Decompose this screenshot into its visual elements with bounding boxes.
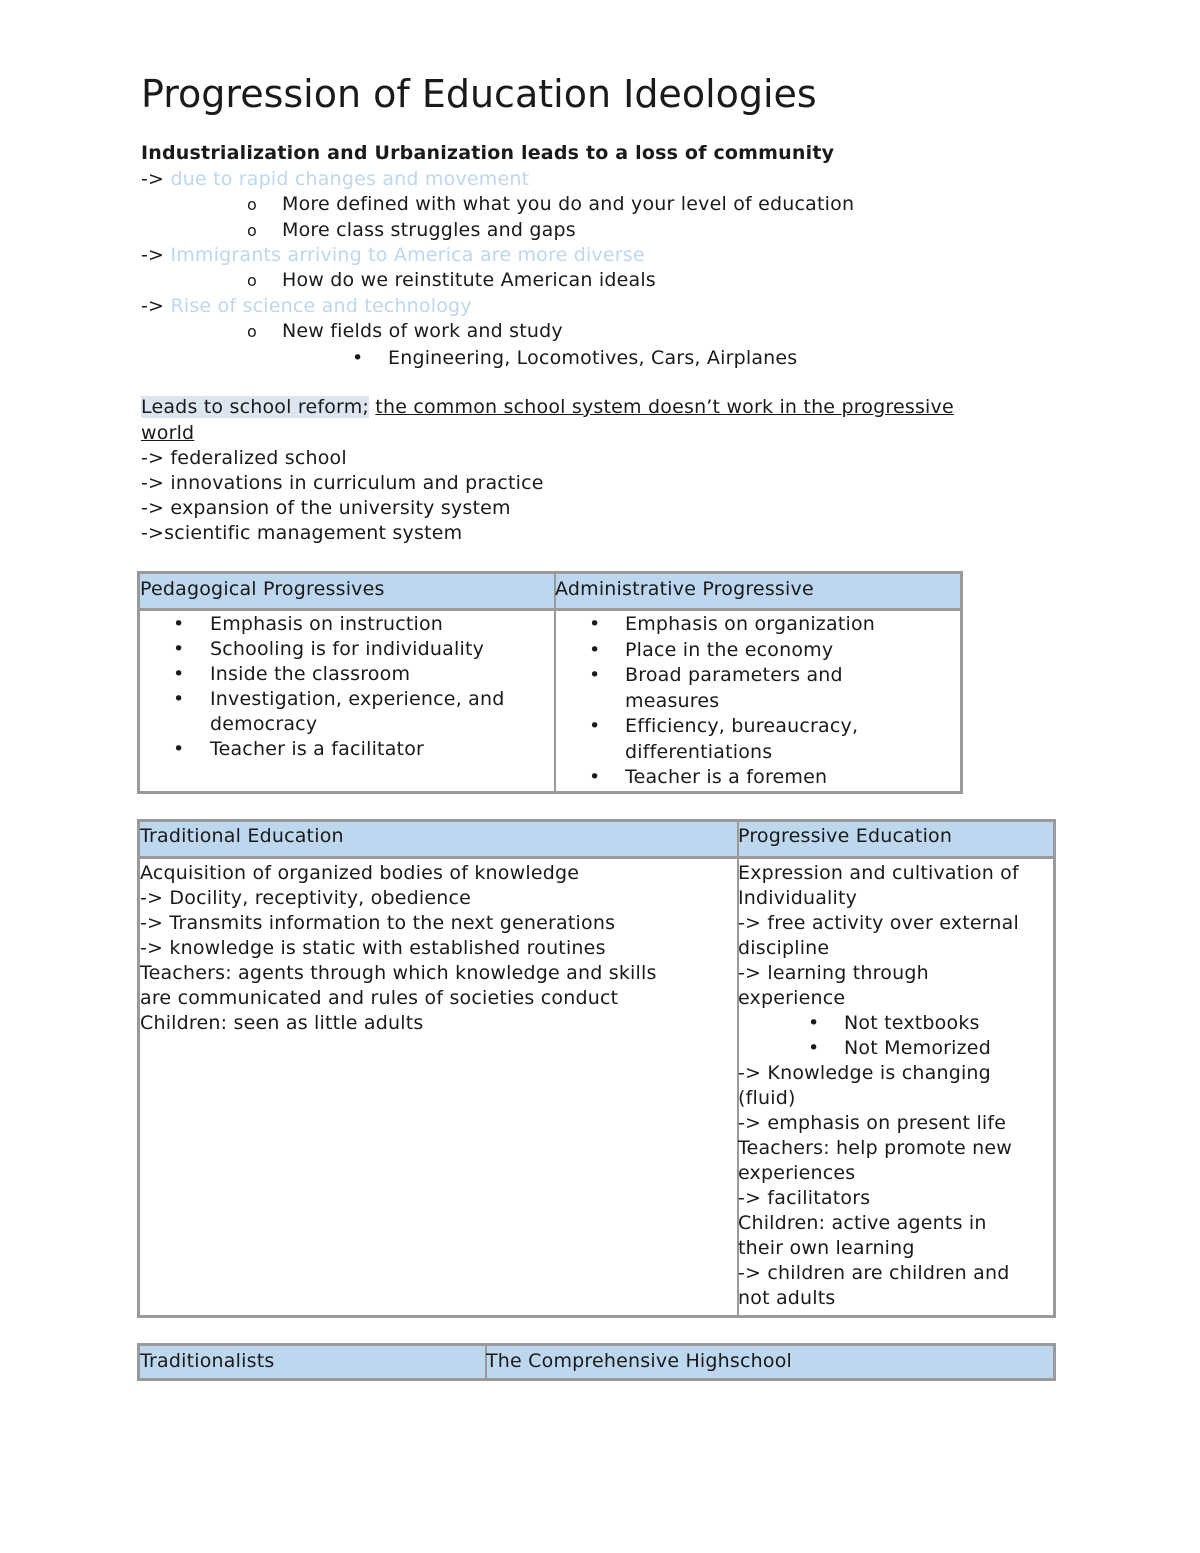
bullet-icon: • <box>808 1012 820 1034</box>
underlined-text: world <box>141 422 195 444</box>
table-cell-line: Acquisition of organized bodies of knowledge <box>140 862 580 884</box>
table-cell-item: Teacher is a facilitator <box>210 738 425 760</box>
table-cell-line: -> Transmits information to the next generations <box>140 912 616 934</box>
bullet-icon: • <box>173 613 185 635</box>
table-cell-line: not adults <box>738 1287 836 1309</box>
circle-bullet-icon: o <box>247 271 257 290</box>
reform-item: -> expansion of the university system <box>141 497 511 519</box>
bullet-icon: • <box>589 766 601 788</box>
table-cell-line: Individuality <box>738 887 858 909</box>
table-cell-line: (fluid) <box>738 1087 796 1109</box>
table-cell-line: Teachers: help promote new <box>738 1137 1013 1159</box>
arrow: -> <box>141 295 165 317</box>
bullet-icon: • <box>173 688 185 710</box>
table-cell-item: measures <box>625 689 720 712</box>
table-cell-item: Inside the classroom <box>210 663 411 685</box>
table-cell-line: -> learning through <box>738 962 929 984</box>
point-3 <box>141 294 472 319</box>
table-header-cell: Administrative Progressive <box>555 578 814 600</box>
table-cell-line: Children: active agents in <box>738 1212 987 1234</box>
table-cell-line: experiences <box>738 1162 856 1184</box>
table-cell-line: experience <box>738 987 846 1009</box>
table-cell-item: Efficiency, bureaucracy, <box>625 715 859 737</box>
table-cell-item: Teacher is a foremen <box>625 766 828 788</box>
table-cell-line: discipline <box>738 937 830 959</box>
highlighted-text: Leads to school reform; <box>141 396 370 418</box>
point-text: due to rapid changes and movement <box>170 168 530 190</box>
bullet-icon: • <box>173 663 185 685</box>
arrow: -> <box>141 168 165 190</box>
point-2 <box>141 243 645 268</box>
sub-item <box>247 192 257 217</box>
circle-bullet-icon: o <box>247 195 257 214</box>
table-cell-line: Expression and cultivation of <box>738 862 1019 884</box>
point-1 <box>141 167 529 192</box>
table-cell-line: -> free activity over external <box>738 912 1019 934</box>
table-cell-line: their own learning <box>738 1237 915 1259</box>
bullet-icon: • <box>173 638 185 660</box>
bullet-icon: • <box>589 638 601 661</box>
table-cell-item: differentiations <box>625 740 773 763</box>
underlined-text: the common school system doesn’t work in the progressive <box>375 396 954 418</box>
sub-item-text: How do we reinstitute American ideals <box>282 269 656 291</box>
reform-line <box>141 395 954 420</box>
table-cell-line: -> facilitators <box>738 1187 871 1209</box>
table-cell-item: Not textbooks <box>844 1012 980 1034</box>
circle-bullet-icon: o <box>247 221 257 240</box>
table-cell-item: democracy <box>210 713 318 735</box>
table-header-cell: Traditionalists <box>140 1350 275 1372</box>
arrow: -> <box>141 244 165 266</box>
reform-item: -> innovations in curriculum and practice <box>141 472 544 494</box>
page-title: Progression of Education Ideologies <box>141 72 817 116</box>
table-header-cell: Progressive Education <box>738 825 953 847</box>
table-cell-line: -> Knowledge is changing <box>738 1062 991 1084</box>
table-cell-item: Emphasis on organization <box>625 613 876 635</box>
sub-item-text: More defined with what you do and your level of education <box>282 193 855 215</box>
table-cell-item: Place in the economy <box>625 638 834 661</box>
section-heading: Industrialization and Urbanization leads to a loss of community <box>141 142 835 164</box>
table-cell-line: -> emphasis on present life <box>738 1112 1007 1134</box>
reform-item: -> federalized school <box>141 447 347 469</box>
circle-bullet-icon: o <box>247 322 257 341</box>
bullet-icon: • <box>173 738 185 760</box>
sub-item-text: New fields of work and study <box>282 320 563 342</box>
sub-sub-item-text: Engineering, Locomotives, Cars, Airplanes <box>388 347 798 369</box>
table-cell-line: -> knowledge is static with established routines <box>140 937 606 959</box>
table-cell-line: -> Docility, receptivity, obedience <box>140 887 472 909</box>
table-cell-item: Schooling is for individuality <box>210 638 485 660</box>
reform-item: ->scientific management system <box>141 522 463 544</box>
table-cell-item: Not Memorized <box>844 1037 991 1059</box>
point-text: Rise of science and technology <box>170 295 472 317</box>
bullet-icon: • <box>589 715 601 737</box>
table-cell-item: Broad parameters and <box>625 664 843 686</box>
bullet-icon: • <box>589 613 601 635</box>
table-cell-line: -> children are children and <box>738 1262 1010 1284</box>
table-header-cell: The Comprehensive Highschool <box>486 1350 793 1372</box>
table-cell-line: Teachers: agents through which knowledge and skills <box>140 962 657 984</box>
bullet-icon: • <box>808 1037 820 1059</box>
point-text: Immigrants arriving to America are more diverse <box>170 244 645 266</box>
bullet-icon: • <box>352 347 364 369</box>
sub-item-text: More class struggles and gaps <box>282 219 576 241</box>
table-cell-line: are communicated and rules of societies conduct <box>140 987 619 1009</box>
bullet-icon: • <box>589 664 601 686</box>
table-cell-item: Emphasis on instruction <box>210 613 444 635</box>
table-header-cell: Pedagogical Progressives <box>140 578 385 600</box>
table-header-cell: Traditional Education <box>140 825 344 847</box>
table-cell-item: Investigation, experience, and <box>210 688 505 710</box>
table-cell-line: Children: seen as little adults <box>140 1012 424 1034</box>
